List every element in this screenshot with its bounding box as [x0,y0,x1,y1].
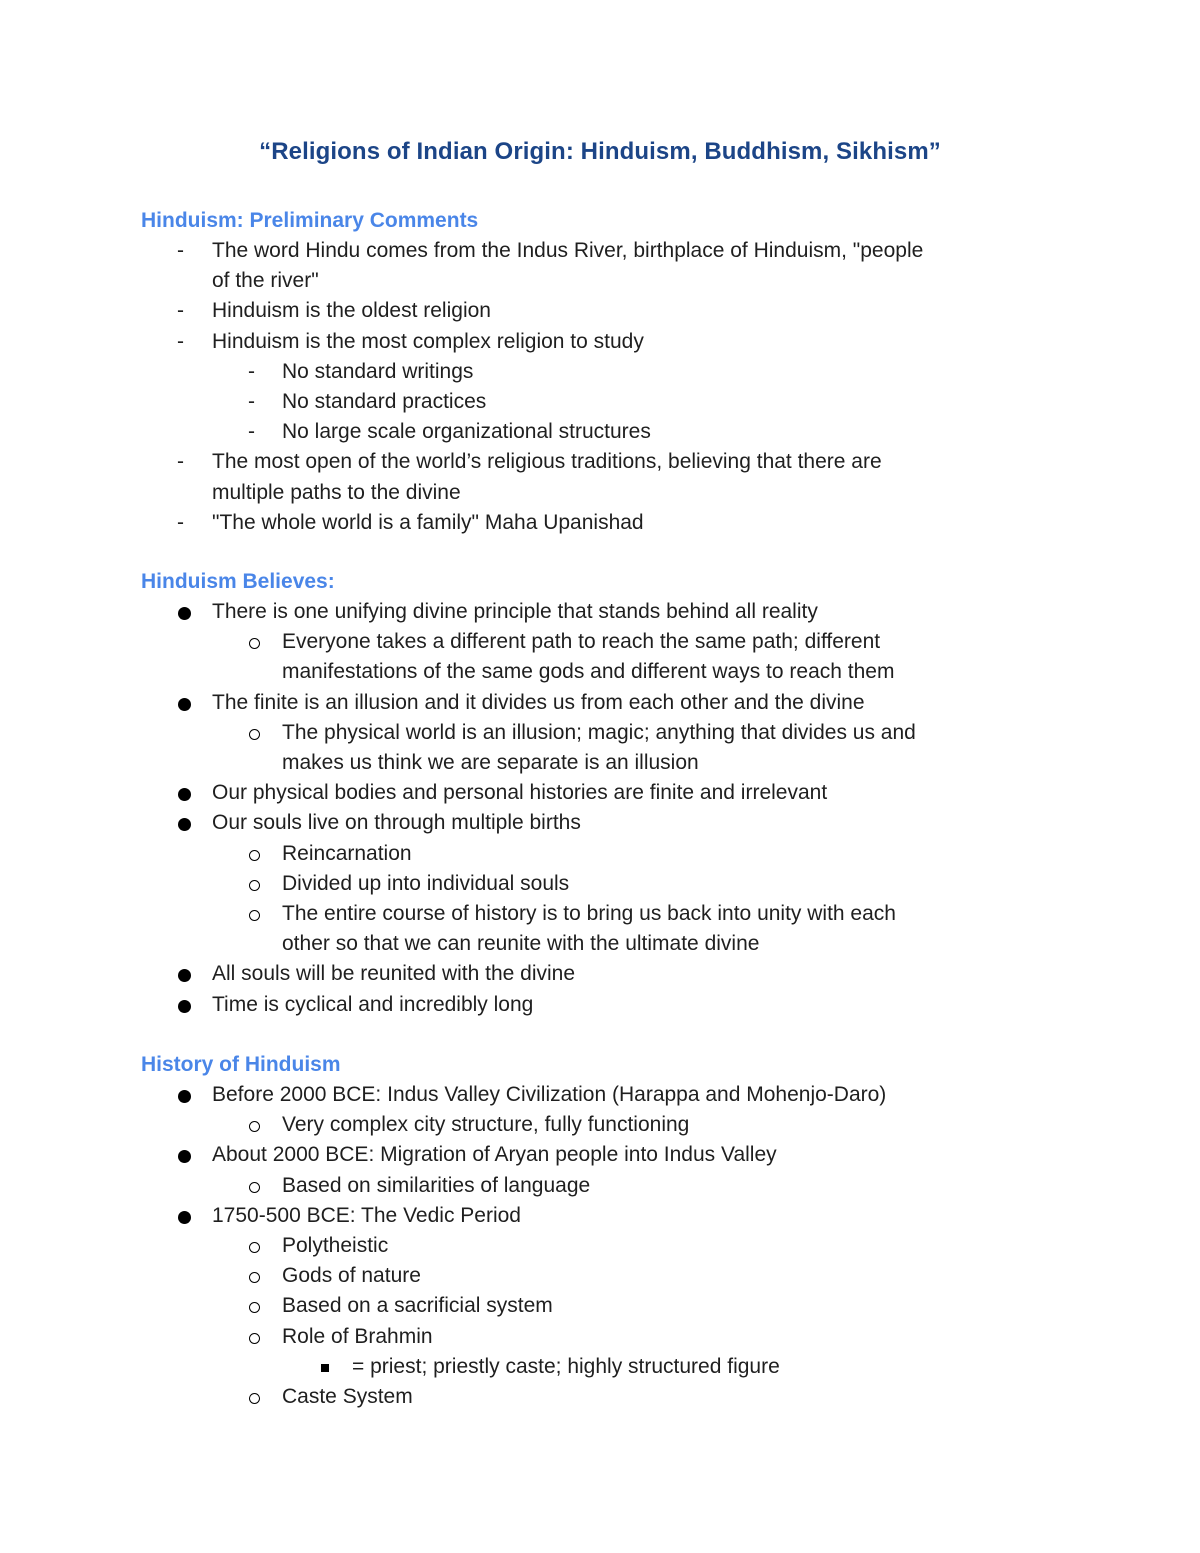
list-item: Our physical bodies and personal histories are finite and irrelevant [141,778,1081,808]
list-item-continuation: multiple paths to the divine [212,480,461,504]
filled-circle-bullet-icon [178,1000,191,1013]
hollow-circle-bullet-icon [249,1121,260,1132]
sub-list-item: - No standard practices [141,387,1081,417]
list-item: About 2000 BCE: Migration of Aryan people into Indus Valley [141,1140,1081,1170]
hollow-circle-bullet-icon [249,1242,260,1253]
sub-list-item: The entire course of history is to bring us back into unity with each [141,899,1081,929]
sub-list-item: The physical world is an illusion; magic; anything that divides us and [141,718,1081,748]
sub-list-item: - No standard writings [141,357,1081,387]
filled-circle-bullet-icon [178,969,191,982]
hollow-circle-bullet-icon [249,638,260,649]
sub-list-item: - No large scale organizational structures [141,417,1081,447]
dash-bullet-icon: - [248,359,255,383]
section-heading: History of Hinduism [141,1053,341,1076]
list-item: - Hinduism is the oldest religion [141,296,1081,326]
square-bullet-icon [321,1364,329,1372]
hollow-circle-bullet-icon [249,1182,260,1193]
sub-list-item: Based on a sacrificial system [141,1291,1081,1321]
dash-bullet-icon: - [177,329,184,353]
list-item: - The word Hindu comes from the Indus River, birthplace of Hinduism, "people [141,236,1081,266]
sub-list-item: Divided up into individual souls [141,869,1081,899]
filled-circle-bullet-icon [178,818,191,831]
hollow-circle-bullet-icon [249,850,260,861]
sub-list-item: Very complex city structure, fully functioning [141,1110,1081,1140]
list-item: - "The whole world is a family" Maha Upanishad [141,508,1081,538]
list-item-continuation: of the river" [212,269,319,293]
section-history-of-hinduism [141,1050,1081,1412]
sub-list-item: Everyone takes a different path to reach the same path; different [141,627,1081,657]
list-item-continuation: makes us think we are separate is an illusion [282,751,699,775]
list-item-continuation: manifestations of the same gods and different ways to reach them [282,660,895,684]
hollow-circle-bullet-icon [249,910,260,921]
list-item-continuation: other so that we can reunite with the ultimate divine [282,932,760,956]
dash-bullet-icon: - [248,420,255,444]
sub-list-item: Reincarnation [141,839,1081,869]
hollow-circle-bullet-icon [249,1333,260,1344]
section-heading: Hinduism: Preliminary Comments [141,209,479,232]
filled-circle-bullet-icon [178,698,191,711]
sub-list-item: Polytheistic [141,1231,1081,1261]
hollow-circle-bullet-icon [249,1302,260,1313]
filled-circle-bullet-icon [178,1211,191,1224]
hollow-circle-bullet-icon [249,1272,260,1283]
sub-list-item: Role of Brahmin [141,1322,1081,1352]
hollow-circle-bullet-icon [249,1393,260,1404]
sub-list-item: Caste System [141,1382,1081,1412]
list-item: Before 2000 BCE: Indus Valley Civilization (Harappa and Mohenjo-Daro) [141,1080,1081,1110]
dash-bullet-icon: - [177,299,184,323]
sub-list-item: Gods of nature [141,1261,1081,1291]
list-item: Time is cyclical and incredibly long [141,990,1081,1020]
dash-bullet-icon: - [177,450,184,474]
dash-bullet-icon: - [177,239,184,262]
hollow-circle-bullet-icon [249,729,260,740]
sub-sub-list-item: = priest; priestly caste; highly structured figure [141,1352,1081,1382]
page-title: “Religions of Indian Origin: Hinduism, Buddhism, Sikhism” [259,138,941,165]
list-item: 1750-500 BCE: The Vedic Period [141,1201,1081,1231]
filled-circle-bullet-icon [178,1150,191,1163]
dash-bullet-icon: - [248,390,255,414]
list-item: The finite is an illusion and it divides us from each other and the divine [141,688,1081,718]
list-item: - The most open of the world’s religious traditions, believing that there are [141,447,1081,477]
list-item: Our souls live on through multiple births [141,808,1081,838]
dash-bullet-icon: - [177,510,184,534]
list-item: - Hinduism is the most complex religion to study [141,327,1081,357]
section-heading: Hinduism Believes: [141,570,335,593]
filled-circle-bullet-icon [178,607,191,620]
sub-list-item: Based on similarities of language [141,1171,1081,1201]
list-item: All souls will be reunited with the divine [141,959,1081,989]
section-hinduism-believes [141,567,1081,1020]
hollow-circle-bullet-icon [249,880,260,891]
section-preliminary-comments [141,206,1081,538]
filled-circle-bullet-icon [178,788,191,801]
list-item: There is one unifying divine principle that stands behind all reality [141,597,1081,627]
filled-circle-bullet-icon [178,1090,191,1103]
